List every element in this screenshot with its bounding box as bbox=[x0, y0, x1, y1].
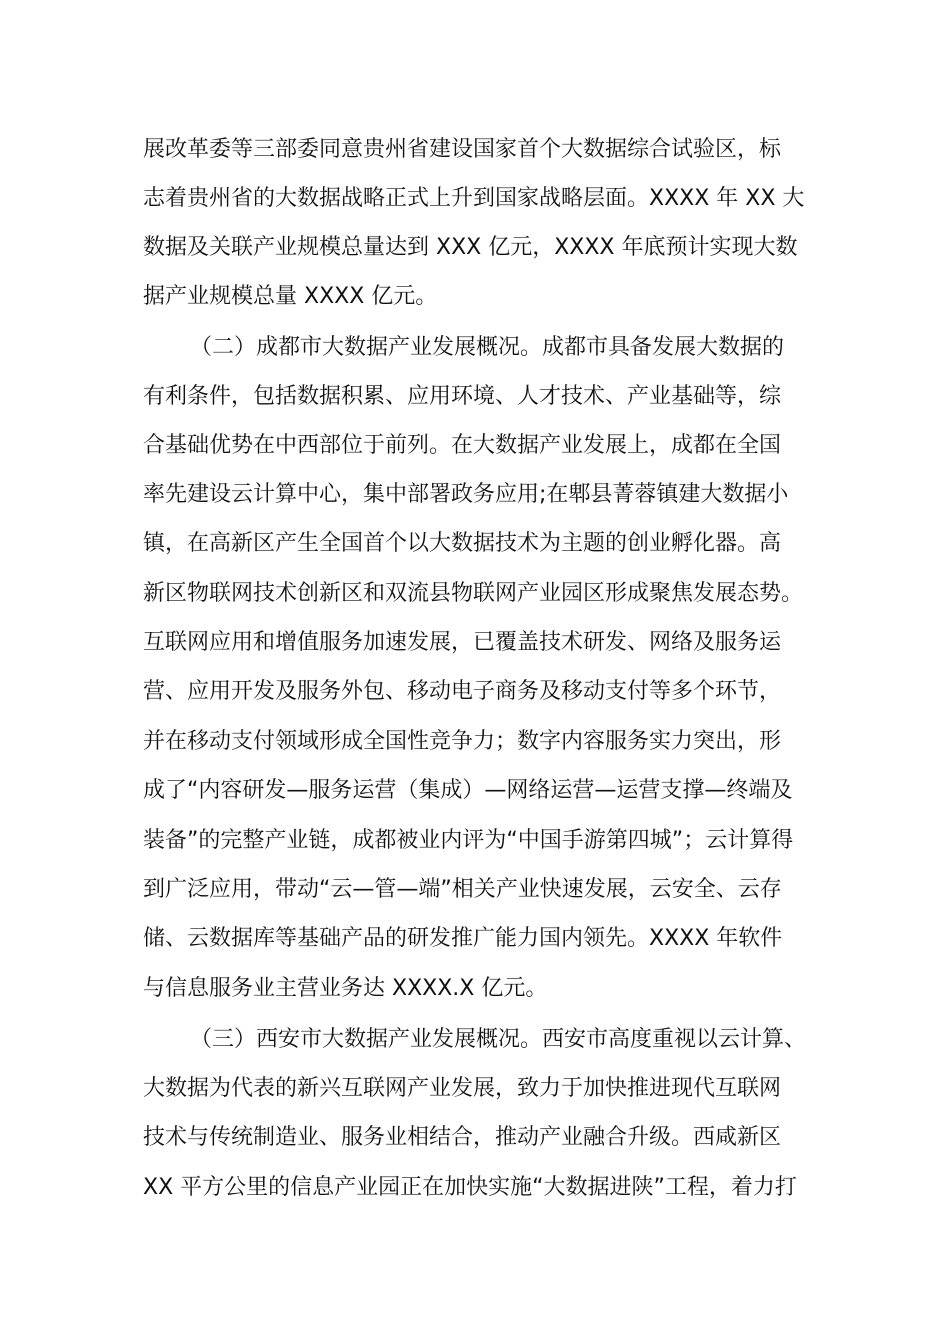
text-line: 技术与传统制造业、服务业相结合，推动产业融合升级。西咸新区 bbox=[143, 1125, 782, 1150]
text-line: 并在移动支付领域形成全国性竞争力；数字内容服务实力突出，形 bbox=[143, 729, 782, 754]
text-line: 装备”的完整产业链，成都被业内评为“中国手游第四城”；云计算得 bbox=[143, 828, 794, 853]
text-line: 有利条件，包括数据积累、应用环境、人才技术、产业基础等，综 bbox=[143, 384, 782, 409]
text-line: 镇，在高新区产生全国首个以大数据技术为主题的创业孵化器。高 bbox=[143, 531, 782, 556]
text-line: 据产业规模总量 XXXX 亿元。 bbox=[143, 284, 438, 309]
paragraph-heading-line: （三）西安市大数据产业发展概况。西安市高度重视以云计算、 bbox=[190, 1027, 807, 1052]
text-line: 新区物联网技术创新区和双流县物联网产业园区形成聚焦发展态势。 bbox=[143, 581, 804, 606]
text-line: 合基础优势在中西部位于前列。在大数据产业发展上，成都在全国 bbox=[143, 433, 782, 458]
text-line: 志着贵州省的大数据战略正式上升到国家战略层面。XXXX 年 XX 大 bbox=[143, 186, 805, 211]
text-line: 到广泛应用，带动“云—管—端”相关产业快速发展，云安全、云存 bbox=[143, 877, 782, 902]
text-line: 互联网应用和增值服务加速发展，已覆盖技术研发、网络及服务运 bbox=[143, 630, 782, 655]
text-line: 大数据为代表的新兴互联网产业发展，致力于加快推进现代互联网 bbox=[143, 1076, 782, 1101]
text-line: 数据及关联产业规模总量达到 XXX 亿元，XXXX 年底预计实现大数 bbox=[143, 235, 798, 260]
text-line: 与信息服务业主营业务达 XXXX.X 亿元。 bbox=[143, 976, 548, 1001]
text-line: 率先建设云计算中心，集中部署政务应用;在郫县菁蓉镇建大数据小 bbox=[143, 482, 789, 507]
text-line: XX 平方公里的信息产业园正在加快实施“大数据进陕”工程，着力打 bbox=[143, 1175, 797, 1200]
text-line: 储、云数据库等基础产品的研发推广能力国内领先。XXXX 年软件 bbox=[143, 926, 783, 951]
text-line: 成了“内容研发—服务运营（集成）—网络运营—运营支撑—终端及 bbox=[143, 778, 793, 803]
text-line: 营、应用开发及服务外包、移动电子商务及移动支付等多个环节， bbox=[143, 679, 782, 704]
paragraph-heading-line: （二）成都市大数据产业发展概况。成都市具备发展大数据的 bbox=[190, 335, 785, 360]
text-line: 展改革委等三部委同意贵州省建设国家首个大数据综合试验区，标 bbox=[143, 137, 782, 162]
